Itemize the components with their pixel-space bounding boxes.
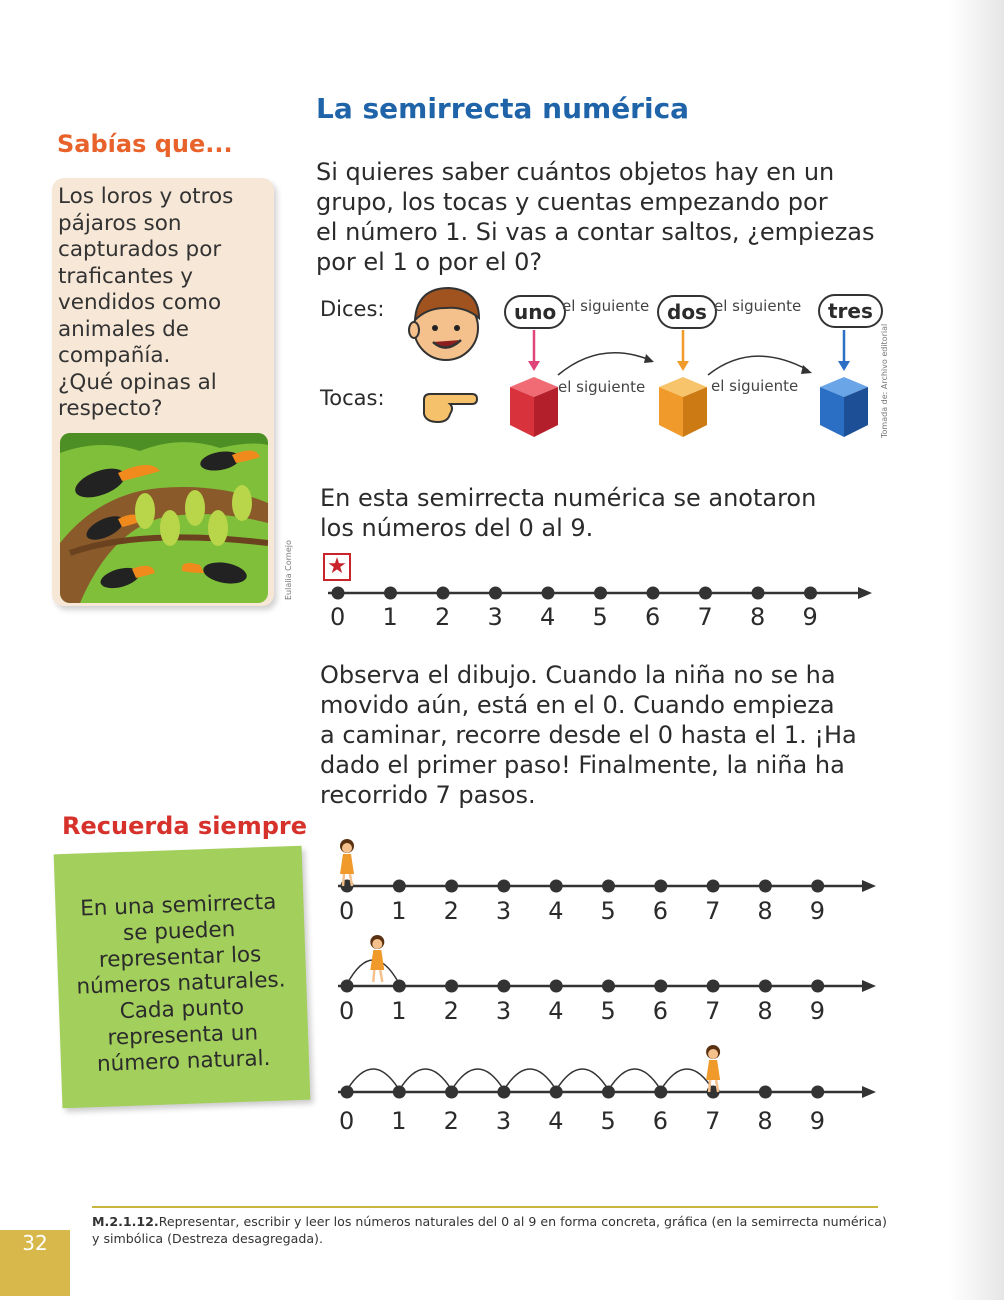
number-line-point bbox=[602, 980, 615, 993]
number-line-point bbox=[811, 980, 824, 993]
number-line-point bbox=[341, 1086, 354, 1099]
number-line-point bbox=[759, 1086, 772, 1099]
observa-line: a caminar, recorre desde el 0 hasta el 1. ¡Ha bbox=[320, 721, 857, 749]
jump-arc bbox=[347, 1069, 399, 1090]
recuerda-text bbox=[63, 889, 299, 1079]
recuerda-line: En una semirrecta bbox=[79, 889, 277, 922]
number-label: 0 bbox=[339, 997, 355, 1025]
number-line-arrowhead bbox=[862, 1086, 876, 1098]
number-label: 1 bbox=[391, 1107, 407, 1135]
sabias-line: vendidos como bbox=[58, 290, 222, 315]
sabias-line: Los loros y otros bbox=[58, 184, 234, 209]
number-label: 4 bbox=[540, 603, 556, 631]
number-line-point bbox=[647, 587, 660, 600]
dices-label: Dices: bbox=[320, 297, 385, 321]
number-line-girl-0 bbox=[330, 826, 890, 906]
number-label: 4 bbox=[548, 997, 564, 1025]
number-label: 3 bbox=[495, 1107, 512, 1135]
number-line-point bbox=[445, 1086, 458, 1099]
number-line-point bbox=[332, 587, 345, 600]
jump-arc bbox=[609, 1069, 661, 1090]
number-line-point bbox=[489, 587, 502, 600]
number-line-point bbox=[602, 1086, 615, 1099]
number-line-point bbox=[654, 980, 667, 993]
number-line-point bbox=[497, 1086, 510, 1099]
blue-cube-icon bbox=[820, 377, 868, 437]
line-intro-line: los números del 0 al 9. bbox=[320, 514, 594, 542]
number-line-point bbox=[654, 1086, 667, 1099]
footer-rule bbox=[92, 1206, 878, 1208]
boy-face-icon bbox=[405, 282, 487, 368]
skill-footnote bbox=[92, 1213, 892, 1247]
number-label: 3 bbox=[487, 603, 503, 631]
line-intro-paragraph bbox=[320, 483, 876, 543]
number-line-point bbox=[393, 880, 406, 893]
number-label: 7 bbox=[705, 1107, 721, 1135]
jump-arc bbox=[452, 1069, 504, 1090]
number-line-point bbox=[497, 980, 510, 993]
number-label: 1 bbox=[391, 897, 407, 925]
number-label: 0 bbox=[330, 603, 346, 631]
number-line-point bbox=[759, 880, 772, 893]
number-line-point bbox=[811, 1086, 824, 1099]
number-label: 1 bbox=[391, 997, 407, 1025]
number-line-point bbox=[437, 587, 450, 600]
sabias-text bbox=[58, 184, 270, 423]
number-label: 2 bbox=[435, 603, 451, 631]
number-line-girl-1 bbox=[330, 926, 890, 1006]
number-label: 8 bbox=[757, 997, 773, 1025]
observa-line: dado el primer paso! Finalmente, la niña ha bbox=[320, 751, 845, 779]
number-label: 7 bbox=[697, 603, 713, 631]
number-line-point bbox=[550, 880, 563, 893]
recuerda-line: número natural. bbox=[96, 1045, 271, 1077]
intro-paragraph bbox=[316, 157, 876, 277]
number-label: 7 bbox=[705, 897, 721, 925]
number-label: 6 bbox=[645, 603, 661, 631]
observa-line: Observa el dibujo. Cuando la niña no se ha bbox=[320, 661, 836, 689]
intro-line: grupo, los tocas y cuentas empezando por bbox=[316, 188, 828, 216]
recuerda-line: se pueden bbox=[122, 917, 236, 946]
number-label: 5 bbox=[600, 897, 616, 925]
number-label: 9 bbox=[809, 997, 825, 1025]
number-label: 8 bbox=[750, 603, 766, 631]
sabias-line: respecto? bbox=[58, 396, 163, 421]
number-line-arrowhead bbox=[858, 587, 872, 599]
number-line-girl-7 bbox=[330, 1030, 890, 1110]
number-line-point bbox=[550, 980, 563, 993]
recuerda-title: Recuerda siempre bbox=[62, 812, 308, 840]
page-number: 32 bbox=[0, 1230, 70, 1296]
arrow-head-orange bbox=[677, 361, 689, 371]
girl-icon bbox=[370, 935, 384, 982]
number-label: 2 bbox=[443, 997, 459, 1025]
curved-arrow-head bbox=[644, 354, 654, 363]
word-bubble-dos: dos bbox=[657, 295, 717, 329]
curved-arrow-head bbox=[801, 365, 812, 374]
sabias-line: traficantes y bbox=[58, 263, 194, 289]
word-bubble-uno: uno bbox=[504, 295, 566, 329]
sabias-line: animales de bbox=[58, 316, 190, 342]
number-line-point bbox=[393, 1086, 406, 1099]
number-label: 0 bbox=[339, 1107, 355, 1135]
page-title: La semirrecta numérica bbox=[316, 92, 690, 125]
number-label: 8 bbox=[757, 1107, 773, 1135]
skill-code: M.2.1.12. bbox=[92, 1214, 159, 1229]
observa-line: movido aún, está en el 0. Cuando empieza bbox=[320, 691, 835, 719]
parrots-illustration bbox=[60, 433, 268, 603]
number-line-point bbox=[550, 1086, 563, 1099]
recuerda-line: números naturales. bbox=[76, 967, 286, 1000]
number-label: 6 bbox=[652, 1107, 669, 1135]
recuerda-line: representa un bbox=[107, 1020, 259, 1051]
number-label: 4 bbox=[548, 1107, 564, 1135]
tocas-label: Tocas: bbox=[320, 386, 385, 410]
number-label: 9 bbox=[802, 603, 818, 631]
recuerda-line: Cada punto bbox=[119, 994, 245, 1025]
curved-arrow bbox=[708, 356, 808, 375]
number-line-point bbox=[752, 587, 765, 600]
curved-arrow bbox=[558, 353, 650, 375]
number-line-point bbox=[707, 880, 720, 893]
jump-arc bbox=[504, 1069, 556, 1090]
number-label: 6 bbox=[652, 897, 669, 925]
jump-arc bbox=[399, 1069, 451, 1090]
archivo-credit: Tomada de: Archivo editorial bbox=[880, 323, 889, 438]
number-label: 4 bbox=[548, 897, 564, 925]
red-cube-icon bbox=[510, 377, 558, 437]
siguiente-label: el siguiente bbox=[558, 378, 646, 396]
number-line-point bbox=[602, 880, 615, 893]
siguiente-label: el siguiente bbox=[711, 377, 799, 395]
line-intro-line: En esta semirrecta numérica se anotaron bbox=[320, 484, 817, 512]
number-line-point bbox=[759, 980, 772, 993]
number-label: 0 bbox=[339, 897, 355, 925]
number-label: 2 bbox=[443, 1107, 459, 1135]
girl-icon bbox=[706, 1045, 720, 1092]
recuerda-line: representar los bbox=[98, 942, 262, 973]
arrow-head-pink bbox=[528, 361, 540, 371]
number-line-point bbox=[393, 980, 406, 993]
number-line-point bbox=[804, 587, 817, 600]
number-line-point bbox=[341, 980, 354, 993]
sabias-line: compañía. bbox=[58, 343, 171, 368]
counting-diagram bbox=[490, 325, 880, 445]
number-label: 5 bbox=[600, 997, 616, 1025]
observa-paragraph bbox=[320, 660, 880, 810]
number-label: 1 bbox=[382, 603, 398, 631]
pointing-hand-icon bbox=[420, 386, 478, 426]
siguiente-label: el siguiente bbox=[562, 297, 650, 315]
number-label: 2 bbox=[443, 897, 459, 925]
intro-line: el número 1. Si vas a contar saltos, ¿empiezas bbox=[316, 218, 875, 246]
skill-text: Representar, escribir y leer los números naturales del 0 al 9 en forma concreta, gráfica (en la semirrecta numérica) bbox=[158, 1214, 887, 1229]
number-line-point bbox=[445, 880, 458, 893]
number-label: 9 bbox=[809, 897, 825, 925]
number-line-point bbox=[384, 587, 397, 600]
number-line-point bbox=[654, 880, 667, 893]
number-label: 5 bbox=[600, 1107, 616, 1135]
number-label: 7 bbox=[705, 997, 721, 1025]
number-label: 9 bbox=[809, 1107, 825, 1135]
number-line-point bbox=[811, 880, 824, 893]
number-line-point bbox=[699, 587, 712, 600]
number-line-point bbox=[707, 980, 720, 993]
page-edge-shadow bbox=[948, 0, 1004, 1300]
word-bubble-tres: tres bbox=[818, 294, 883, 328]
number-label: 8 bbox=[757, 897, 773, 925]
sabias-title: Sabías que... bbox=[57, 130, 233, 158]
number-label: 5 bbox=[592, 603, 608, 631]
number-line-arrowhead bbox=[862, 980, 876, 992]
girl-icon bbox=[340, 839, 354, 886]
number-line-point bbox=[542, 587, 555, 600]
number-line-arrowhead bbox=[862, 880, 876, 892]
number-line-point bbox=[497, 880, 510, 893]
number-label: 3 bbox=[495, 897, 512, 925]
jump-arc bbox=[556, 1069, 608, 1090]
sabias-line: pájaros son bbox=[58, 210, 182, 236]
illustrator-credit: Eulalia Cornejo bbox=[284, 540, 293, 600]
star-icon: ★ bbox=[323, 553, 351, 581]
siguiente-label: el siguiente bbox=[714, 297, 802, 315]
arrow-head-blue bbox=[838, 361, 850, 371]
sabias-line: ¿Qué opinas al bbox=[58, 369, 217, 395]
observa-line: recorrido 7 pasos. bbox=[320, 781, 536, 809]
number-line-point bbox=[445, 980, 458, 993]
orange-cube-icon bbox=[659, 377, 707, 437]
skill-text: y simbólica (Destreza desagregada). bbox=[92, 1231, 323, 1246]
number-label: 6 bbox=[652, 997, 669, 1025]
intro-line: por el 1 o por el 0? bbox=[316, 248, 543, 276]
sabias-line: capturados por bbox=[58, 237, 222, 262]
number-line-point bbox=[594, 587, 607, 600]
intro-line: Si quieres saber cuántos objetos hay en un bbox=[316, 158, 835, 186]
jump-arc bbox=[661, 1069, 713, 1090]
number-label: 3 bbox=[495, 997, 512, 1025]
